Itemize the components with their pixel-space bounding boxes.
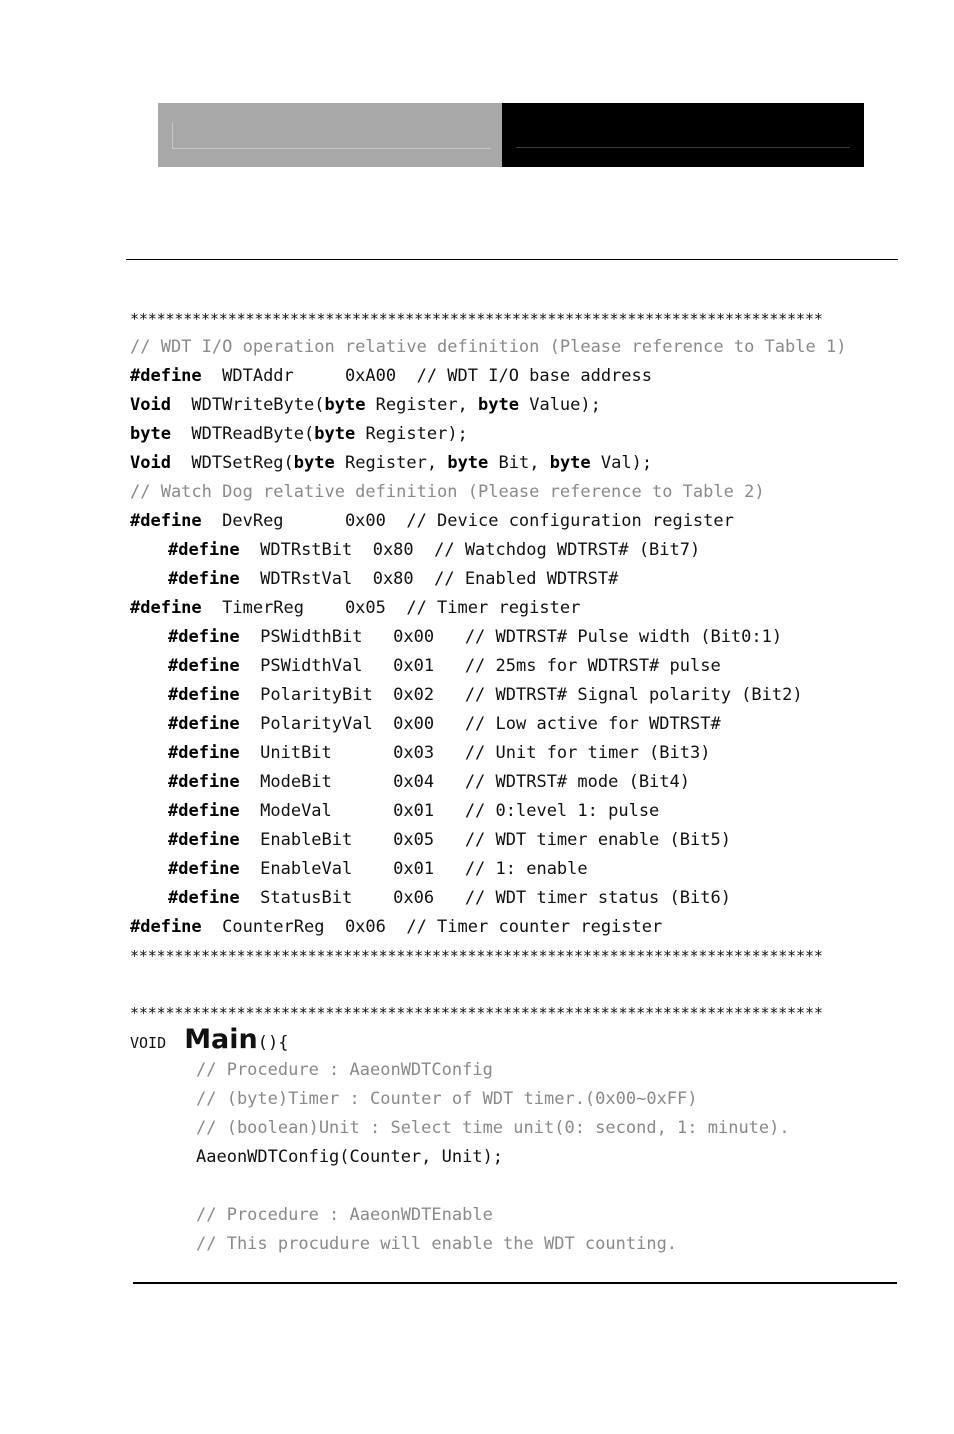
code-comment: // Procedure : AaeonWDTConfig <box>196 1060 493 1080</box>
header-right-rule <box>516 147 850 148</box>
code-text: PolarityVal 0x00 // Low active for WDTRST# <box>239 714 721 734</box>
code-text: PSWidthBit 0x00 // WDTRST# Pulse width (Bit0:1) <box>239 627 783 647</box>
code-text: WDTWriteByte( <box>170 395 325 415</box>
code-text: WDTRstVal 0x80 // Enabled WDTRST# <box>239 569 619 589</box>
keyword: #define <box>168 714 240 734</box>
code-line <box>168 684 803 706</box>
code-text: StatusBit 0x06 // WDT timer status (Bit6) <box>239 888 731 908</box>
code-text: WDTAddr 0xA00 // WDT I/O base address <box>201 366 652 386</box>
keyword: #define <box>168 540 240 560</box>
keyword: #define <box>130 366 202 386</box>
code-text: ModeBit 0x04 // WDTRST# mode (Bit4) <box>239 772 690 792</box>
code-line <box>168 771 690 793</box>
header-banner-right <box>502 103 864 167</box>
header-banner <box>158 103 864 167</box>
code-line <box>130 510 734 532</box>
keyword: Void <box>130 395 171 415</box>
keyword: byte <box>293 453 335 473</box>
keyword: #define <box>130 917 202 937</box>
code-line <box>168 742 710 764</box>
code-text: PolarityBit 0x02 // WDTRST# Signal polarity (Bit2) <box>239 685 803 705</box>
keyword: VOID <box>130 1034 185 1052</box>
keyword: #define <box>130 511 202 531</box>
keyword: byte <box>549 453 591 473</box>
code-line <box>168 655 721 677</box>
asterisk-separator: ****************************************************************************** <box>130 1004 823 1022</box>
main-function-name: Main <box>184 1024 258 1055</box>
code-line <box>168 568 618 590</box>
code-text: UnitBit 0x03 // Unit for timer (Bit3) <box>239 743 711 763</box>
main-signature <box>130 1022 288 1061</box>
code-text: Register, <box>365 395 479 415</box>
code-line <box>130 423 468 445</box>
code-comment: // Watch Dog relative definition (Please reference to Table 2) <box>130 482 765 502</box>
bottom-divider <box>133 1282 897 1284</box>
code-text: CounterReg 0x06 // Timer counter register <box>201 917 663 937</box>
keyword: byte <box>324 395 366 415</box>
code-comment: // This procudure will enable the WDT counting. <box>196 1234 678 1254</box>
code-text: Value); <box>518 395 601 415</box>
asterisk-separator: ****************************************************************************** <box>130 310 823 328</box>
code-comment: // WDT I/O operation relative definition (Please reference to Table 1) <box>130 337 847 357</box>
code-text: Bit, <box>488 453 550 473</box>
code-text: WDTSetReg( <box>170 453 294 473</box>
keyword: #define <box>130 598 202 618</box>
code-line <box>130 452 652 474</box>
code-line <box>168 829 731 851</box>
code-line <box>130 394 601 416</box>
code-text: Register); <box>355 424 468 444</box>
code-text: PSWidthVal 0x01 // 25ms for WDTRST# pulse <box>239 656 721 676</box>
code-text: Val); <box>590 453 653 473</box>
code-line: AaeonWDTConfig(Counter, Unit); <box>196 1147 504 1167</box>
keyword: byte <box>314 424 356 444</box>
code-text: EnableBit 0x05 // WDT timer enable (Bit5) <box>239 830 731 850</box>
code-text: EnableVal 0x01 // 1: enable <box>239 859 588 879</box>
code-text: (){ <box>257 1033 289 1053</box>
header-left-rule <box>172 122 491 149</box>
top-divider <box>126 259 898 260</box>
keyword: #define <box>168 685 240 705</box>
keyword: byte <box>130 424 171 444</box>
code-line <box>168 539 700 561</box>
code-comment: // Procedure : AaeonWDTEnable <box>196 1205 493 1225</box>
keyword: #define <box>168 772 240 792</box>
code-text: Register, <box>334 453 448 473</box>
code-text: ModeVal 0x01 // 0:level 1: pulse <box>239 801 660 821</box>
code-comment: // (byte)Timer : Counter of WDT timer.(0x00~0xFF) <box>196 1089 698 1109</box>
keyword: byte <box>478 395 519 415</box>
code-line <box>130 916 662 938</box>
code-line <box>130 597 580 619</box>
keyword: #define <box>168 656 240 676</box>
asterisk-separator: ****************************************************************************** <box>130 947 823 965</box>
code-comment: // (boolean)Unit : Select time unit(0: second, 1: minute). <box>196 1118 790 1138</box>
keyword: #define <box>168 859 240 879</box>
keyword: #define <box>168 830 240 850</box>
code-line <box>168 800 659 822</box>
header-banner-left <box>158 103 502 167</box>
keyword: #define <box>168 801 240 821</box>
code-line <box>168 858 588 880</box>
code-text: DevReg 0x00 // Device configuration register <box>201 511 734 531</box>
code-line <box>168 887 731 909</box>
keyword: #define <box>168 743 240 763</box>
code-line <box>168 626 782 648</box>
keyword: byte <box>447 453 489 473</box>
code-line <box>168 713 721 735</box>
code-line <box>130 365 652 387</box>
keyword: Void <box>130 453 171 473</box>
keyword: #define <box>168 888 240 908</box>
code-text: WDTReadByte( <box>170 424 315 444</box>
code-text: TimerReg 0x05 // Timer register <box>201 598 581 618</box>
code-text: WDTRstBit 0x80 // Watchdog WDTRST# (Bit7) <box>239 540 701 560</box>
keyword: #define <box>168 627 240 647</box>
keyword: #define <box>168 569 240 589</box>
